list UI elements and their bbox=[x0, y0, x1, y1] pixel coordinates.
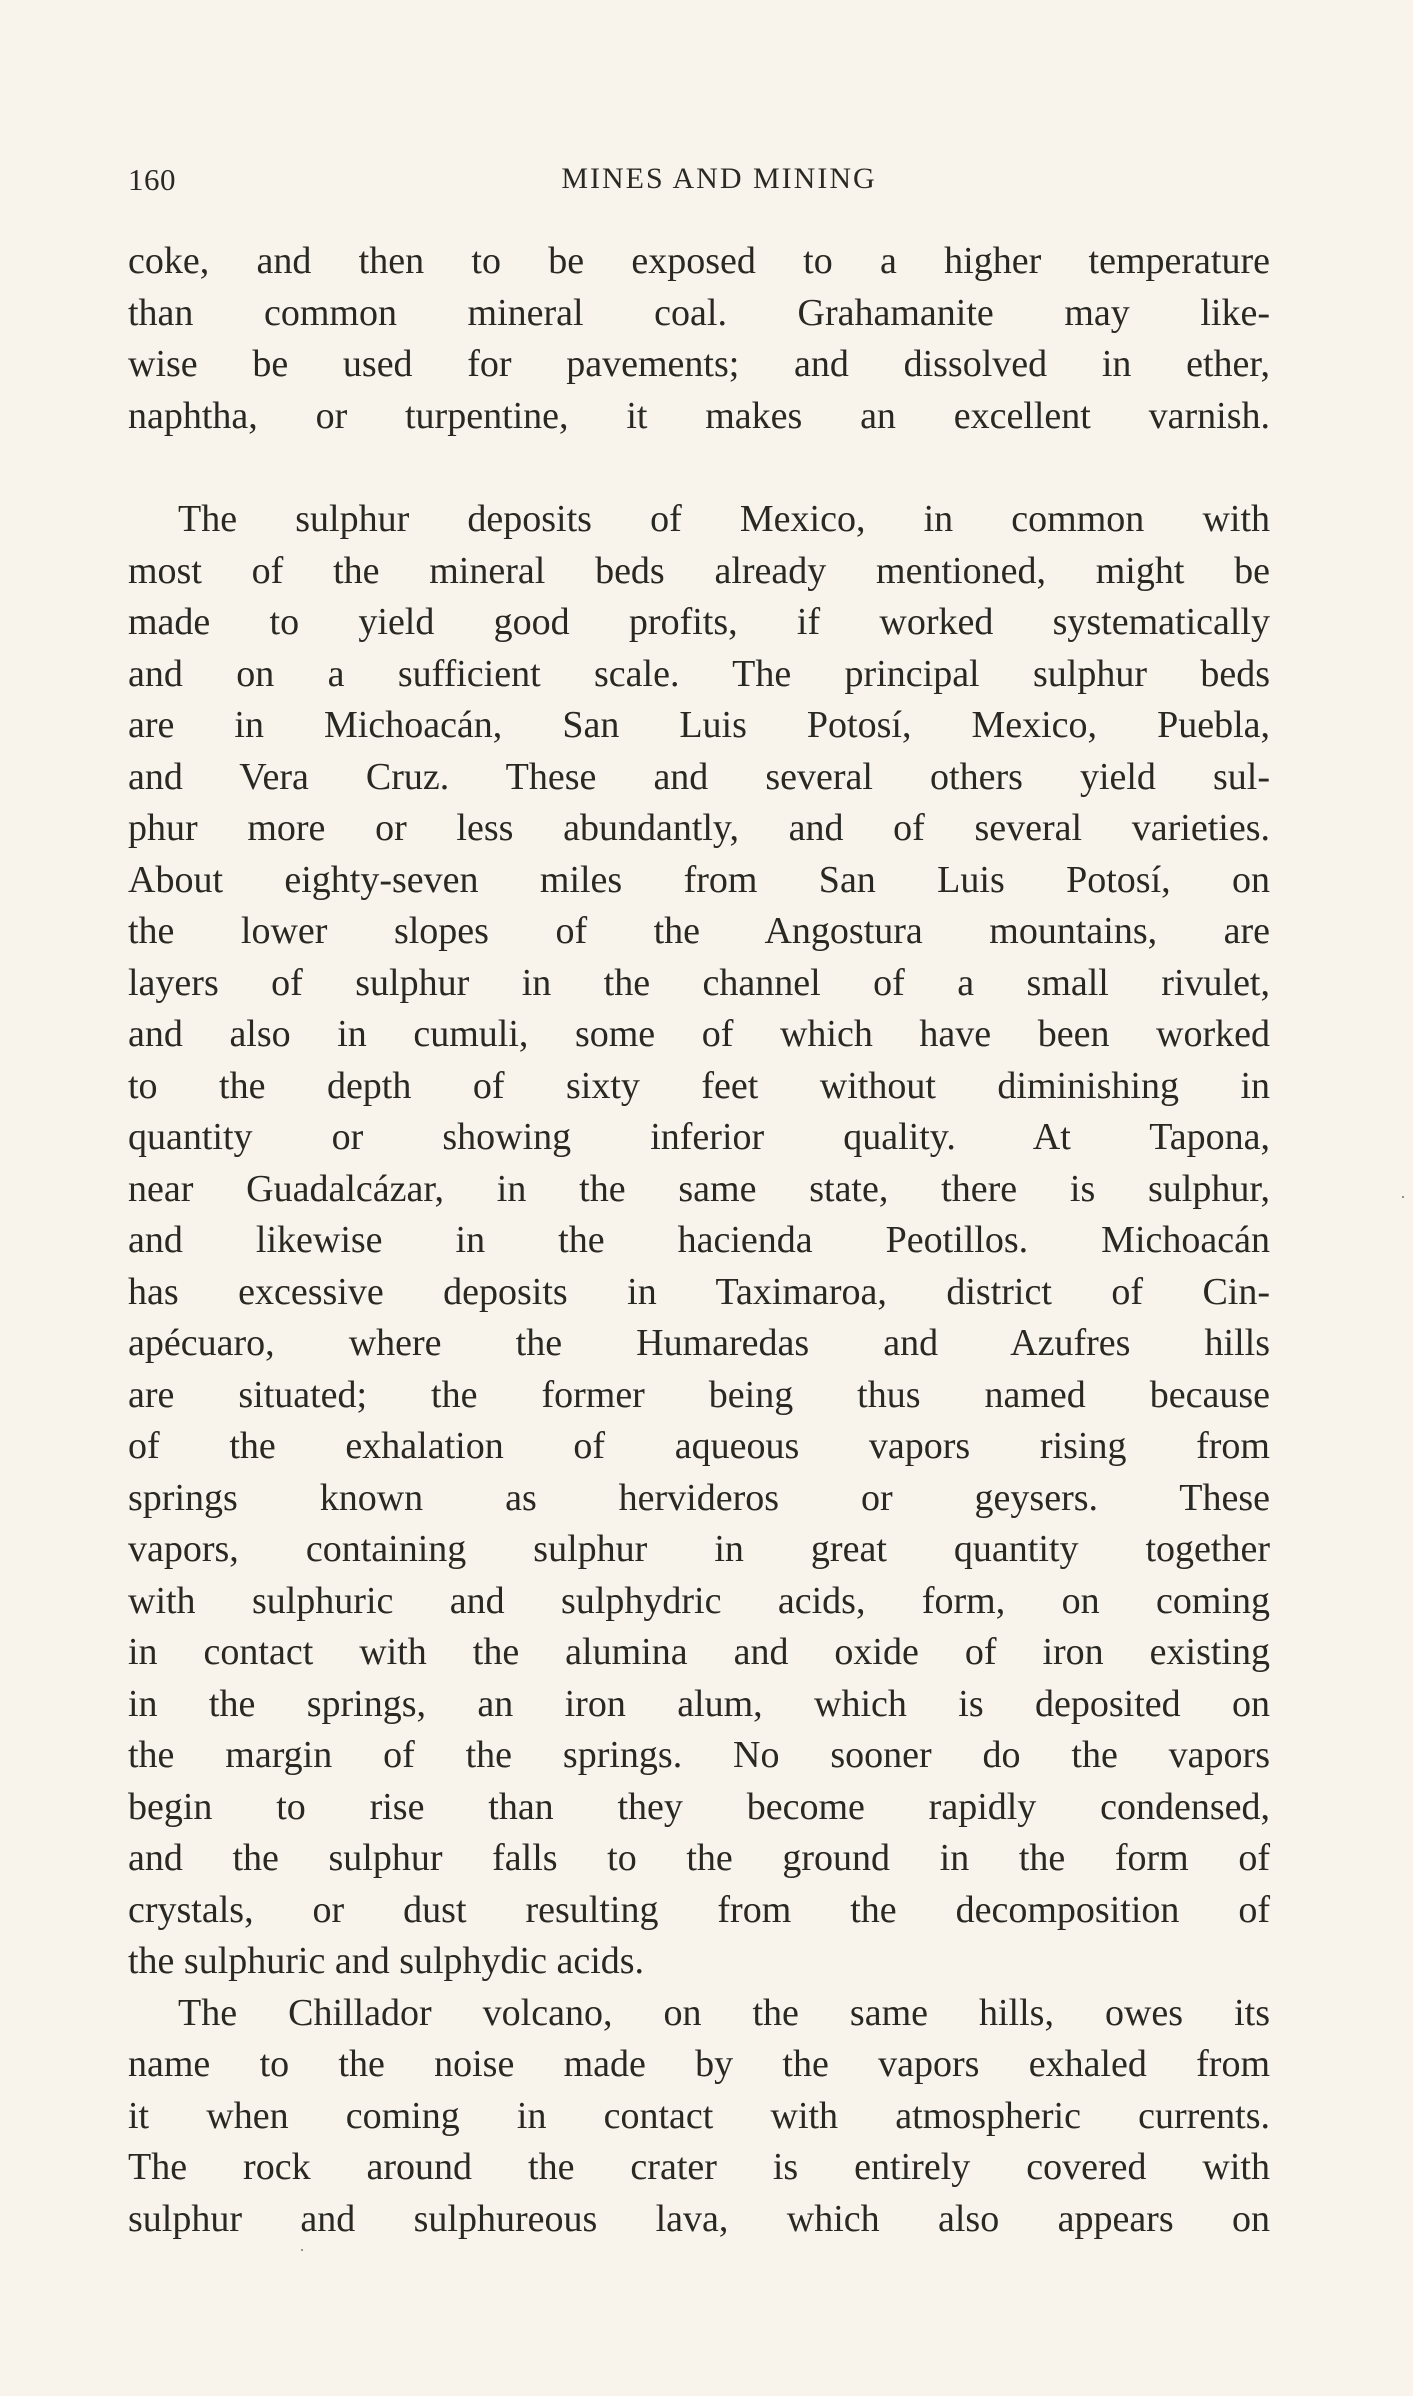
text-line: quantity or showing inferior quality. At Tapona, bbox=[128, 1116, 1270, 1158]
text-line: are in Michoacán, San Luis Potosí, Mexico, Puebla, bbox=[128, 704, 1270, 746]
text-line: near Guadalcázar, in the same state, there is sulphur, bbox=[128, 1167, 1270, 1210]
text-line: in the springs, an iron alum, which is deposited on bbox=[128, 1682, 1270, 1725]
text-line: apécuaro, where the Humaredas and Azufres hills bbox=[128, 1322, 1270, 1364]
text-line: vapors, containing sulphur in great quantity together bbox=[128, 1528, 1270, 1570]
text-line: springs known as hervideros or geysers. These bbox=[128, 1476, 1270, 1519]
text-line: The Chillador volcano, on the same hills, owes its bbox=[178, 1991, 1270, 2034]
running-title: MINES AND MINING bbox=[561, 162, 877, 195]
paragraph-3 bbox=[128, 1988, 1270, 2246]
text-line: with sulphuric and sulphydric acids, form, on coming bbox=[128, 1579, 1270, 1622]
text-line: and also in cumuli, some of which have been worked bbox=[128, 1013, 1270, 1055]
text-line: wise be used for pavements; and dissolved in ether, bbox=[128, 343, 1270, 385]
text-line: layers of sulphur in the channel of a small rivulet, bbox=[128, 961, 1270, 1004]
paragraph-1 bbox=[128, 236, 1270, 442]
text-line: in contact with the alumina and oxide of iron existing bbox=[128, 1631, 1270, 1673]
text-line: sulphur and sulphureous lava, which also appears on bbox=[128, 2197, 1270, 2240]
text-line: the lower slopes of the Angostura mountains, are bbox=[128, 910, 1270, 952]
paragraph-2 bbox=[128, 494, 1270, 1988]
body-text bbox=[128, 236, 1270, 2245]
text-line: are situated; the former being thus named because bbox=[128, 1373, 1270, 1416]
text-line: and the sulphur falls to the ground in the form of bbox=[128, 1837, 1270, 1879]
text-line: made to yield good profits, if worked systematically bbox=[128, 601, 1270, 643]
text-line: of the exhalation of aqueous vapors rising from bbox=[128, 1425, 1270, 1467]
text-line: phur more or less abundantly, and of several varieties. bbox=[128, 807, 1270, 849]
text-line: name to the noise made by the vapors exhaled from bbox=[128, 2043, 1270, 2085]
running-head bbox=[128, 162, 1270, 202]
text-line: and likewise in the hacienda Peotillos. Michoacán bbox=[128, 1219, 1270, 1261]
text-line: The rock around the crater is entirely covered with bbox=[128, 2146, 1270, 2188]
margin-speck: · bbox=[1400, 1187, 1406, 1207]
page-speck: · bbox=[299, 2240, 305, 2260]
paragraph-gap bbox=[128, 442, 1270, 494]
text-line: most of the mineral beds already mentioned, might be bbox=[128, 549, 1270, 592]
text-line: it when coming in contact with atmospheric currents. bbox=[128, 2094, 1270, 2137]
text-line: the margin of the springs. No sooner do the vapors bbox=[128, 1734, 1270, 1776]
text-line: the sulphuric and sulphydic acids. bbox=[128, 1940, 645, 1982]
text-line: coke, and then to be exposed to a higher temperature bbox=[128, 240, 1270, 282]
text-line: than common mineral coal. Grahamanite may like- bbox=[128, 291, 1270, 334]
text-line: and on a sufficient scale. The principal sulphur beds bbox=[128, 652, 1270, 695]
text-line: begin to rise than they become rapidly condensed, bbox=[128, 1785, 1270, 1828]
text-line: About eighty-seven miles from San Luis Potosí, on bbox=[128, 858, 1270, 901]
text-line: crystals, or dust resulting from the decomposition of bbox=[128, 1888, 1270, 1931]
page-number: 160 bbox=[128, 162, 176, 197]
text-line: has excessive deposits in Taximaroa, district of Cin- bbox=[128, 1270, 1270, 1313]
text-line: The sulphur deposits of Mexico, in common with bbox=[178, 498, 1270, 540]
text-line: to the depth of sixty feet without diminishing in bbox=[128, 1064, 1270, 1107]
text-line: and Vera Cruz. These and several others yield sul- bbox=[128, 755, 1270, 798]
text-line: naphtha, or turpentine, it makes an excellent varnish. bbox=[128, 394, 1270, 437]
